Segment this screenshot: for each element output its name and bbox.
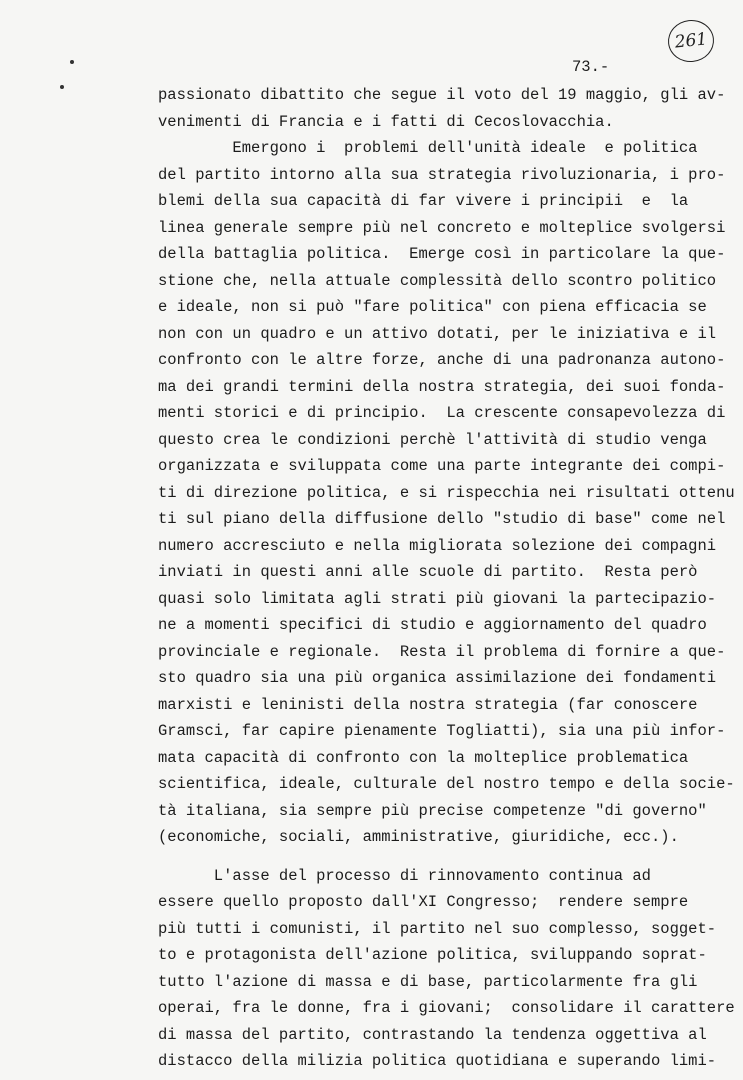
text-line: Emergono i problemi dell'unità ideale e politica (158, 139, 698, 157)
text-line: tà italiana, sia sempre più precise competenze "di governo" (158, 801, 707, 820)
text-line: scientifica, ideale, culturale del nostro tempo e della socie- (158, 775, 735, 793)
text-line: stione che, nella attuale complessità dello scontro politico (158, 271, 717, 290)
text-line: questo crea le condizioni perchè l'attività di studio venga (158, 430, 707, 449)
paragraph-gap (158, 851, 718, 863)
text-line: organizzata e sviluppata come una parte integrante dei compi- (158, 457, 726, 475)
text-line: blemi della sua capacità di far vivere i principii e la (158, 192, 689, 210)
text-line: operai, fra le donne, fra i giovani; consolidare il carattere (158, 999, 735, 1017)
text-line: distacco della milizia politica quotidiana e superando limi- (158, 1052, 717, 1070)
page-number: 73.- (572, 58, 610, 76)
text-line: menti storici e di principio. La crescente consapevolezza di (158, 404, 726, 422)
text-line: del partito intorno alla sua strategia rivoluzionaria, i pro- (158, 165, 726, 184)
stamp-number: 261 (673, 29, 709, 53)
text-line: passionato dibattito che segue il voto del 19 maggio, gli av- (158, 86, 726, 104)
text-line: ti di direzione politica, e si rispecchia nei risultati ottenu (158, 483, 735, 502)
text-line: essere quello proposto dall'XI Congresso; rendere sempre (158, 893, 689, 911)
text-line: tutto l'azione di massa e di base, particolarmente fra gli (158, 972, 698, 991)
text-line: non con un quadro e un attivo dotati, per le iniziativa e il (158, 324, 717, 343)
text-line: quasi solo limitata agli strati più giovani la partecipazio- (158, 589, 717, 608)
text-line: ma dei grandi termini della nostra strategia, dei suoi fonda- (158, 377, 726, 396)
text-line: numero accresciuto e nella migliorata solezione dei compagni (158, 536, 717, 555)
text-line: di massa del partito, contrastando la tendenza oggettiva al (158, 1025, 707, 1044)
text-line: ti sul piano della diffusione dello "studio di base" come nel (158, 510, 726, 528)
archive-stamp (666, 18, 716, 65)
text-line: e ideale, non si può "fare politica" con piena efficacia se (158, 298, 707, 316)
text-line: provinciale e regionale. Resta il problema di fornire a que- (158, 642, 726, 661)
text-line: L'asse del processo di rinnovamento continua ad (158, 866, 651, 885)
text-line: marxisti e leninisti della nostra strategia (far conoscere (158, 695, 698, 714)
text-line: inviati in questi anni alle scuole di partito. Resta però (158, 563, 698, 581)
text-line: della battaglia politica. Emerge così in particolare la que- (158, 245, 726, 263)
text-line: ne a momenti specifici di studio e aggiornamento del quadro (158, 616, 707, 634)
text-line: Gramsci, far capire pienamente Togliatti), sia una più infor- (158, 722, 726, 740)
text-line: to e protagonista dell'azione politica, sviluppando soprat- (158, 946, 707, 964)
text-line: (economiche, sociali, amministrative, giuridiche, ecc.). (158, 828, 679, 846)
text-line: confronto con le altre forze, anche di una padronanza autono- (158, 351, 726, 369)
text-line: sto quadro sia una più organica assimilazione dei fondamenti (158, 669, 717, 687)
text-line: venimenti di Francia e i fatti di Cecoslovacchia. (158, 112, 614, 131)
text-line: mata capacità di confronto con la molteplice problematica (158, 748, 689, 767)
body-text (158, 82, 735, 1075)
punch-mark (70, 60, 74, 64)
text-line: linea generale sempre più nel concreto e molteplice svolgersi (158, 218, 726, 237)
punch-mark (60, 85, 64, 89)
text-line: più tutti i comunisti, il partito nel suo complesso, sogget- (158, 919, 717, 938)
